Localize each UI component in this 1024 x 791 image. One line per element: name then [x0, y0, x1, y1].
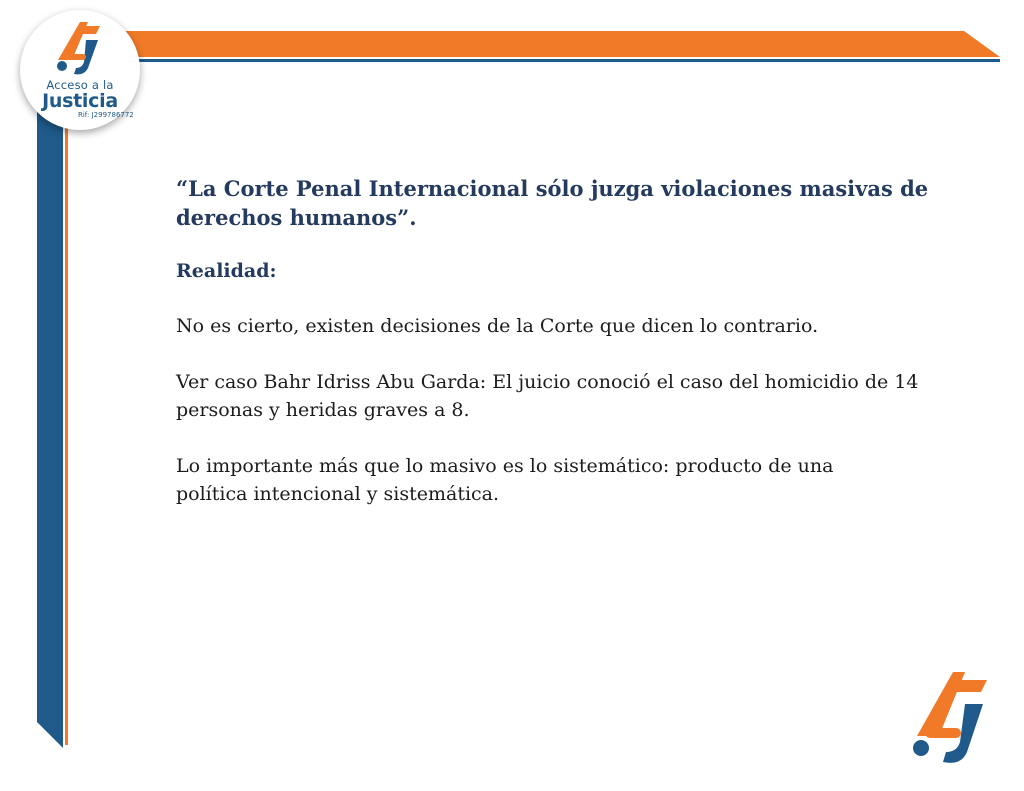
left-blue-band: [37, 95, 63, 748]
reality-label: Realidad:: [176, 260, 277, 282]
paragraph-2: Ver caso Bahr Idriss Abu Garda: El juicio conoció el caso del homicidio de 14 personas y heridas graves a 8.: [176, 371, 919, 421]
acceso-justicia-logo-mark: [50, 16, 110, 78]
logo-rif: Rif: J299786772: [78, 111, 134, 119]
top-orange-band: [120, 31, 1000, 57]
paragraph-3: Lo importante más que lo masivo es lo sistemático: producto de una política intencional y sistemática.: [176, 455, 834, 505]
top-blue-line: [120, 59, 1000, 62]
logo-text-acceso: Acceso a la: [46, 78, 114, 92]
corner-logo-icon: [903, 666, 1003, 770]
left-orange-line: [65, 95, 68, 745]
paragraph-1: No es cierto, existen decisiones de la Corte que dicen lo contrario.: [176, 315, 819, 337]
logo-badge: [20, 10, 140, 130]
myth-statement: “La Corte Penal Internacional sólo juzga violaciones masivas de derechos humanos”.: [176, 176, 929, 230]
logo-text-justicia: Justicia: [42, 90, 118, 112]
slide-content: [176, 174, 946, 508]
